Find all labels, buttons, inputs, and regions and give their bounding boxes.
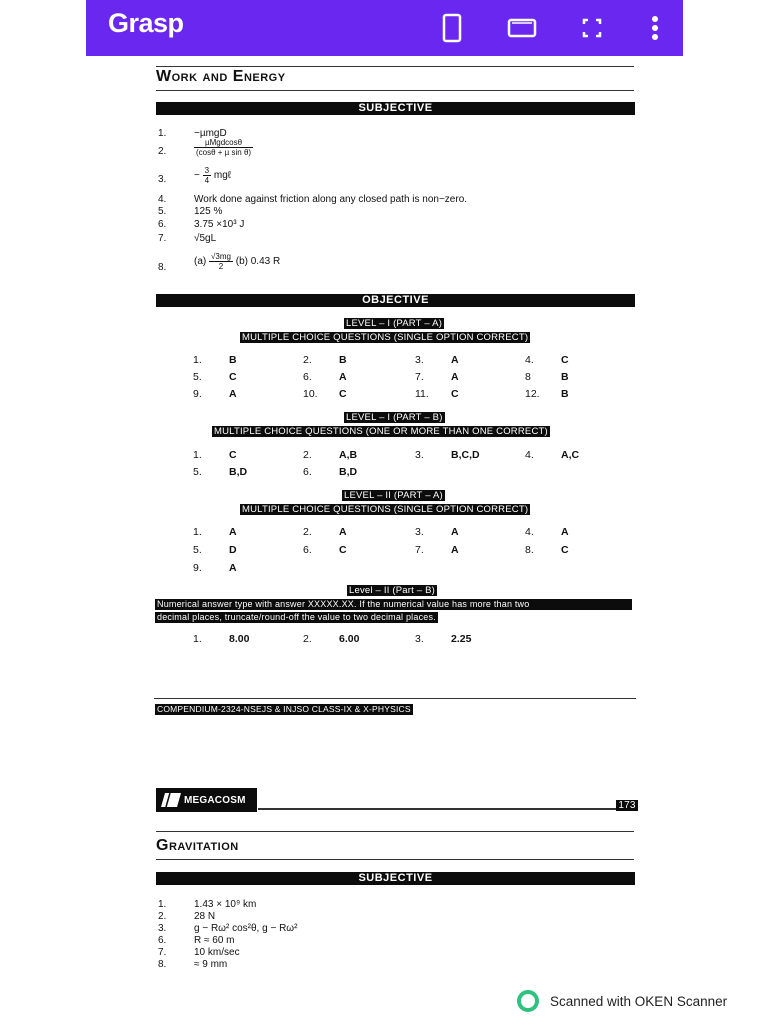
question-number: 3.: [415, 633, 424, 645]
question-number: 6.: [303, 544, 312, 556]
answer-fraction: (a) $\frac{√3mg}{2}$ (b) 0.43 R: [194, 252, 281, 271]
question-number: 3.: [415, 354, 424, 366]
answer-value: A: [451, 526, 459, 538]
answer-value: D: [229, 544, 237, 556]
level-subheading: MULTIPLE CHOICE QUESTIONS (SINGLE OPTION CORRECT): [242, 504, 529, 515]
question-number: 5.: [193, 466, 202, 478]
answer-value: 8.00: [229, 633, 250, 645]
answer-value: A: [451, 371, 459, 383]
answer-text: 28 N: [194, 911, 216, 922]
fullscreen-icon[interactable]: [576, 12, 608, 44]
subjective-bar: SUBJECTIVE: [156, 102, 635, 115]
question-number: 5.: [193, 371, 202, 383]
answer-value: A: [451, 544, 459, 556]
answer-value: C: [561, 354, 569, 366]
answer-text: Work done against friction along any closed path is non−zero.: [194, 194, 468, 205]
answer-value: B: [339, 354, 347, 366]
question-number: 1.: [193, 633, 202, 645]
answer-number: 5.: [158, 206, 167, 217]
answer-number: 6.: [158, 935, 167, 946]
question-number: 1.: [193, 526, 202, 538]
answer-value: C: [339, 544, 347, 556]
level-subheading: MULTIPLE CHOICE QUESTIONS (ONE OR MORE THAN ONE CORRECT): [214, 426, 548, 437]
question-number: 12.: [525, 388, 540, 400]
level-subheading: MULTIPLE CHOICE QUESTIONS (SINGLE OPTION CORRECT): [242, 332, 529, 343]
answer-value: B,D: [229, 466, 248, 478]
question-number: 10.: [303, 388, 318, 400]
scanner-watermark: [516, 990, 727, 1012]
brand-rule: [258, 808, 616, 810]
answer-text: 125 %: [194, 206, 223, 217]
question-number: 5.: [193, 544, 202, 556]
answer-value: B: [561, 388, 569, 400]
answer-fraction: − $\frac{3}{4}$ mgℓ: [194, 166, 231, 185]
chapter-header-gravitation: [156, 831, 634, 861]
answer-number: 2.: [158, 911, 167, 922]
answer-value: B: [229, 354, 237, 366]
question-number: 4.: [525, 449, 534, 461]
question-number: 4.: [525, 526, 534, 538]
brand-name: MEGACOSM: [184, 794, 246, 806]
app-bar: [86, 0, 683, 56]
question-number: 6.: [303, 466, 312, 478]
level-heading: Level – II (Part – B): [349, 585, 436, 596]
answer-value: A: [339, 371, 347, 383]
answer-number: 7.: [158, 947, 167, 958]
question-number: 9.: [193, 388, 202, 400]
question-number: 7.: [415, 371, 424, 383]
answer-value: B: [561, 371, 569, 383]
answer-value: B,D: [339, 466, 358, 478]
objective-bar: OBJECTIVE: [156, 294, 635, 307]
answer-number: 7.: [158, 233, 167, 244]
answer-text: 1.43 × 10⁹ km: [194, 899, 257, 910]
answer-value: A,B: [339, 449, 358, 461]
footer-rule: [154, 698, 636, 699]
scanner-text: Scanned with OKEN Scanner: [550, 993, 728, 1009]
answer-value: A: [229, 562, 237, 574]
answer-value: C: [451, 388, 459, 400]
numerical-note-line1: Numerical answer type with answer XXXXX.XX. If the numerical value has more than two: [155, 599, 632, 610]
question-number: 3.: [415, 526, 424, 538]
answer-number: 1.: [158, 128, 167, 139]
answer-value: 2.25: [451, 633, 472, 645]
subjective-bar: SUBJECTIVE: [156, 872, 635, 885]
answer-number: 8.: [158, 262, 167, 273]
answer-value: B,C,D: [451, 449, 480, 461]
phone-portrait-icon[interactable]: [436, 12, 468, 44]
answer-value: A: [229, 526, 237, 538]
answer-text: R ≈ 60 m: [194, 935, 235, 946]
more-vert-icon[interactable]: [639, 12, 671, 44]
question-number: 11.: [415, 388, 429, 400]
answer-value: C: [561, 544, 569, 556]
question-number: 1.: [193, 354, 202, 366]
answer-value: A,C: [561, 449, 580, 461]
question-number: 8.: [525, 544, 534, 556]
answer-value: A: [339, 526, 347, 538]
question-number: 3.: [415, 449, 424, 461]
question-number: 9.: [193, 562, 202, 574]
question-number: 2.: [303, 526, 312, 538]
answer-text: ≈ 9 mm: [194, 959, 228, 970]
answer-number: 3.: [158, 174, 167, 185]
answer-value: C: [339, 388, 347, 400]
app-title: Grasp: [108, 8, 184, 38]
answer-number: 8.: [158, 959, 167, 970]
answer-text: −µmgD: [194, 128, 227, 139]
answer-value: 6.00: [339, 633, 360, 645]
oken-scanner-logo: [516, 990, 542, 1012]
question-number: 2.: [303, 449, 312, 461]
answer-number: 1.: [158, 899, 167, 910]
question-number: 2.: [303, 354, 312, 366]
question-number: 6.: [303, 371, 312, 383]
answer-value: A: [451, 354, 459, 366]
chapter-header-work-energy: [156, 66, 634, 96]
chapter-title: Gravitation: [156, 837, 239, 854]
answer-text: g − Rω² cos²θ, g − Rω²: [194, 923, 298, 934]
level-heading: LEVEL – I (PART – B): [346, 412, 443, 423]
answer-number: 2.: [158, 146, 167, 157]
answer-value: A: [561, 526, 569, 538]
scanned-page: [86, 56, 683, 976]
page-number: 173: [616, 800, 638, 811]
compendium-footer: COMPENDIUM-2324-NSEJS & INJSO CLASS-IX & X-PHYSICS: [157, 704, 411, 714]
question-number: 8: [525, 371, 531, 383]
numerical-note-line2: decimal places, truncate/round-off the value to two decimal places.: [157, 612, 436, 622]
question-number: 2.: [303, 633, 312, 645]
level-heading: LEVEL – II (PART – A): [344, 490, 443, 501]
answer-fraction: $\frac{\text{µMgdcosθ}}{\text{(cosθ + µ sin θ)}}$: [196, 138, 252, 157]
answer-text: √5gL: [194, 233, 217, 244]
question-number: 7.: [415, 544, 424, 556]
question-number: 1.: [193, 449, 202, 461]
answer-text: 10 km/sec: [194, 947, 240, 958]
answer-number: 4.: [158, 194, 167, 205]
answer-number: 6.: [158, 219, 167, 230]
chapter-title: Work and Energy: [156, 68, 286, 85]
tablet-landscape-icon[interactable]: [506, 12, 538, 44]
level-heading: LEVEL – I (PART – A): [346, 318, 443, 329]
question-number: 4.: [525, 354, 534, 366]
book-logo-icon: [156, 789, 184, 811]
answer-value: A: [229, 388, 237, 400]
megacosm-logo: [156, 788, 257, 812]
answer-text: 3.75 ×10³ J: [194, 219, 245, 230]
answer-value: C: [229, 449, 237, 461]
answer-value: C: [229, 371, 237, 383]
answer-number: 3.: [158, 923, 167, 934]
